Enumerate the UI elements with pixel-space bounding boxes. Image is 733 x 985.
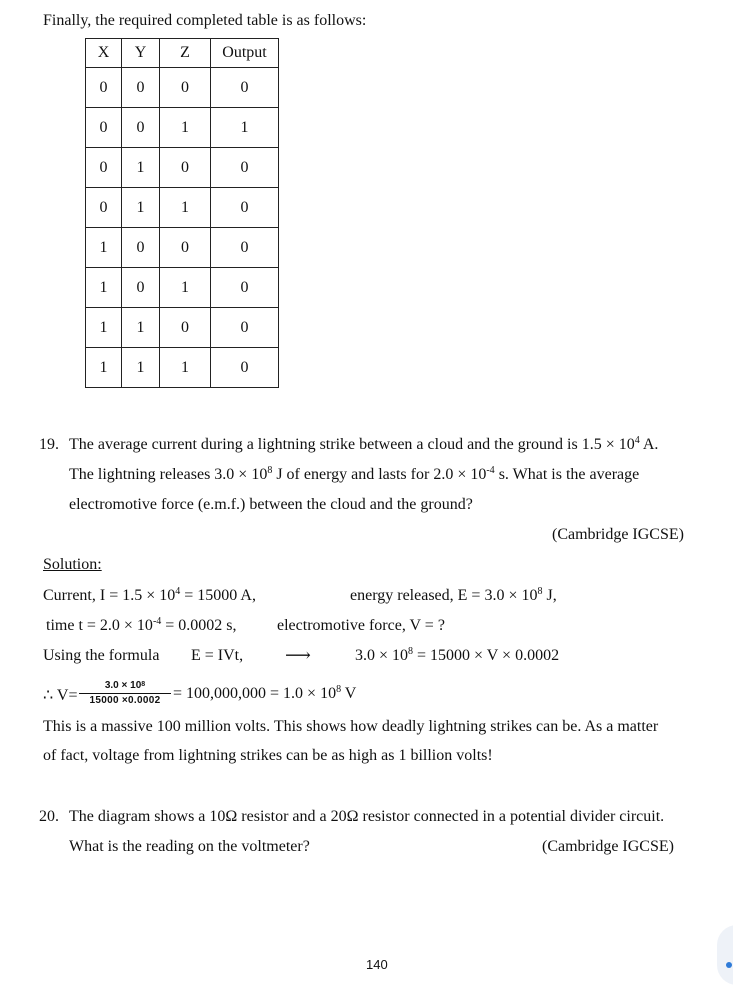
cell-y: 1 xyxy=(122,188,160,228)
solution-heading: Solution: xyxy=(43,556,102,573)
cell-y: 0 xyxy=(122,108,160,148)
cell-x: 1 xyxy=(86,228,122,268)
result: = $100,000,000 = 1.0 \times 10^8$ V xyxy=(173,684,357,702)
cell-x: 0 xyxy=(86,108,122,148)
q20-number: 20. xyxy=(39,808,59,825)
header-output: Output xyxy=(211,39,279,68)
substitution: $3.0 \times 10^8 = 15000 \times V \times 0.0002$ xyxy=(355,646,560,664)
cell-x: 1 xyxy=(86,308,122,348)
solution-emf: electromotive force, V = ? xyxy=(277,617,445,634)
cell-z: 1 xyxy=(160,348,211,388)
cell-x: 0 xyxy=(86,148,122,188)
table-row xyxy=(86,68,279,108)
q20-line2: What is the reading on the voltmeter? xyxy=(69,838,310,855)
cell-output: 0 xyxy=(211,228,279,268)
fraction xyxy=(79,680,171,707)
cell-x: 1 xyxy=(86,268,122,308)
cell-y: 0 xyxy=(122,68,160,108)
cell-output: 0 xyxy=(211,188,279,228)
solution-energy: energy released, $E = 3.0 \times 10^8$ J, xyxy=(350,586,557,604)
solution-current: Current, $I = 1.5 \times 10^4 = 15000$ A, xyxy=(43,586,256,604)
solution-time: time $t = 2.0 \times 10^{-4} = 0.0002$ s, xyxy=(46,616,237,634)
cell-z: 0 xyxy=(160,68,211,108)
formula: E = IVt, xyxy=(191,647,244,664)
cell-z: 1 xyxy=(160,108,211,148)
q19-line1: The average current during a lightning strike between a cloud and the ground is $1.5 \times 10^4$ A. xyxy=(69,435,659,453)
page-number: 140 xyxy=(366,957,388,972)
truth-table-header xyxy=(86,39,279,68)
fraction-bar xyxy=(79,693,171,694)
cell-y: 1 xyxy=(122,308,160,348)
q19-number: 19. xyxy=(39,436,59,453)
fraction-numerator: $3.0 \times 10^8$ xyxy=(104,680,146,691)
q20-source: (Cambridge IGCSE) xyxy=(542,838,674,855)
table-row xyxy=(86,308,279,348)
cell-output: 0 xyxy=(211,348,279,388)
cell-output: 0 xyxy=(211,308,279,348)
intro-text: Finally, the required completed table is as follows: xyxy=(43,12,367,29)
table-row xyxy=(86,188,279,228)
scroll-widget[interactable] xyxy=(717,925,733,985)
cell-y: 0 xyxy=(122,228,160,268)
header-y: Y xyxy=(122,39,160,68)
cell-z: 1 xyxy=(160,268,211,308)
cell-y: 1 xyxy=(122,148,160,188)
widget-dot-icon[interactable] xyxy=(726,962,732,968)
comment-line2: of fact, voltage from lightning strikes can be as high as 1 billion volts! xyxy=(43,747,493,764)
table-row xyxy=(86,228,279,268)
table-row xyxy=(86,348,279,388)
arrow-icon: ⟶ xyxy=(285,645,311,665)
header-z: Z xyxy=(160,39,211,68)
cell-output: 0 xyxy=(211,268,279,308)
cell-z: 1 xyxy=(160,188,211,228)
cell-x: 1 xyxy=(86,348,122,388)
cell-y: 0 xyxy=(122,268,160,308)
table-row xyxy=(86,108,279,148)
q19-line2: The lightning releases $3.0 \times 10^8$ J of energy and lasts for $2.0 \times 10^{-4}$ s. What is the average xyxy=(69,465,640,483)
q20-line1: The diagram shows a 10Ω resistor and a 20Ω resistor connected in a potential divider circuit. xyxy=(69,808,665,825)
header-x: X xyxy=(86,39,122,68)
truth-table xyxy=(85,38,279,388)
therefore-v: ∴ V= xyxy=(43,687,78,704)
cell-z: 0 xyxy=(160,308,211,348)
comment-line1: This is a massive 100 million volts. This shows how deadly lightning strikes can be. As a matter xyxy=(43,718,659,735)
fraction-denominator: 15000 ×0.0002 xyxy=(89,695,161,706)
cell-output: 1 xyxy=(211,108,279,148)
table-row xyxy=(86,268,279,308)
table-row xyxy=(86,148,279,188)
q19-source: (Cambridge IGCSE) xyxy=(552,526,684,543)
q19-line3: electromotive force (e.m.f.) between the cloud and the ground? xyxy=(69,496,473,513)
cell-z: 0 xyxy=(160,148,211,188)
cell-x: 0 xyxy=(86,188,122,228)
cell-output: 0 xyxy=(211,68,279,108)
cell-x: 0 xyxy=(86,68,122,108)
cell-output: 0 xyxy=(211,148,279,188)
cell-y: 1 xyxy=(122,348,160,388)
formula-label: Using the formula xyxy=(43,647,160,664)
cell-z: 0 xyxy=(160,228,211,268)
